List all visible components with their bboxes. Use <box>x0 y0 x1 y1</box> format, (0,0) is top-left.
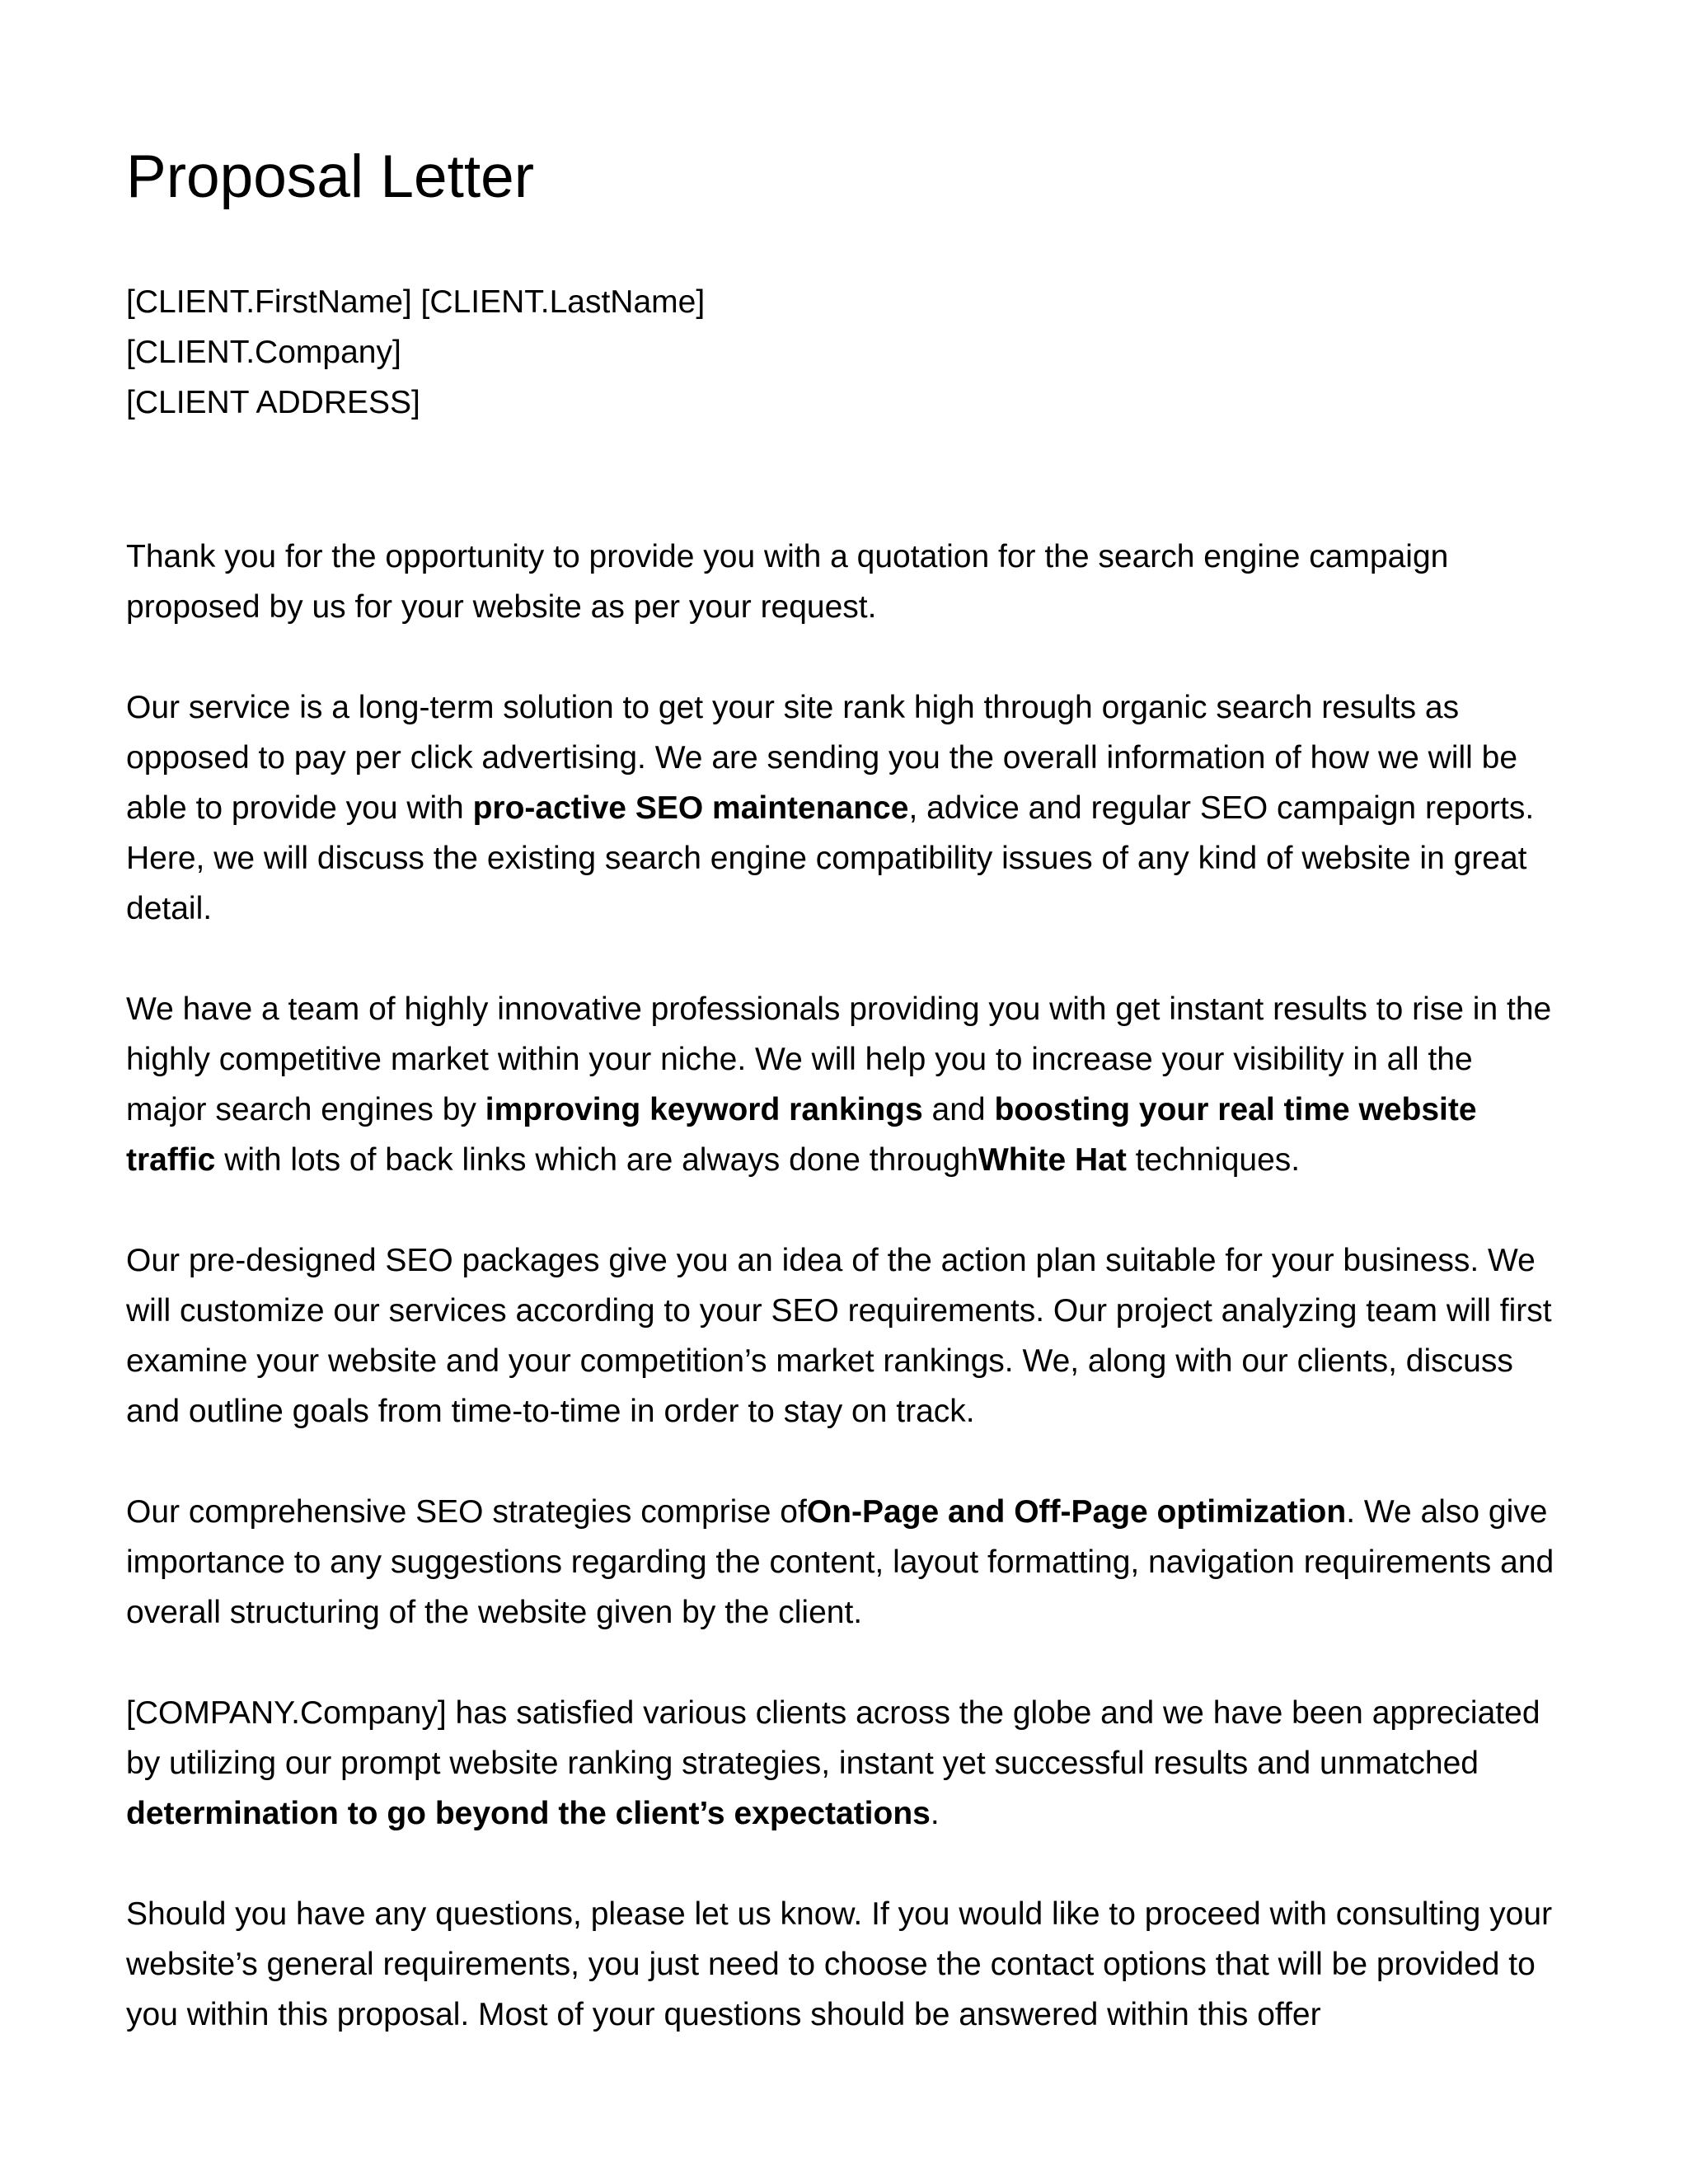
paragraph-text: Our pre-designed SEO packages give you an idea of the action plan suitable for your business. We will customize our services according to your SEO requirements. Our project analyzing team will first examine your website and your competition’s market rankings. We, along with our clients, discuss and outline goals from time-to-time in order to stay on track. <box>126 1243 1552 1429</box>
client-address-block <box>126 277 1560 428</box>
paragraph-text: and <box>922 1092 995 1127</box>
paragraph-text: . We also give importance to any suggestions regarding the content, layout formatting, navigation requirements and overall structuring of the website given by the client. <box>126 1494 1554 1630</box>
paragraph-company <box>126 1688 1560 1839</box>
paragraph-intro <box>126 532 1560 632</box>
bold-phrase: boosting your real time website traffic <box>126 1092 1477 1178</box>
paragraph-text: , advice and regular SEO campaign reports. Here, we will discuss the existing search engine compatibility issues of any kind of website in great detail. <box>126 790 1535 926</box>
paragraph-text: Thank you for the opportunity to provide you with a quotation for the search engine campaign proposed by us for your website as per your request. <box>126 539 1449 625</box>
paragraph-questions <box>126 1889 1560 2040</box>
paragraph-text: with lots of back links which are always done through <box>215 1142 978 1178</box>
paragraph-text: Our comprehensive SEO strategies comprise of <box>126 1494 807 1530</box>
paragraph-team <box>126 984 1560 1185</box>
paragraph-text: Should you have any questions, please let us know. If you would like to proceed with consulting your website’s general requirements, you just need to choose the contact options that will be provided to you within this proposal. Most of your questions should be answered within this offer <box>126 1896 1553 2032</box>
paragraph-text: techniques. <box>1126 1142 1301 1178</box>
bold-phrase: improving keyword rankings <box>485 1092 923 1127</box>
paragraph-packages <box>126 1235 1560 1436</box>
letter-body <box>126 532 1560 2040</box>
bold-phrase: White Hat <box>978 1142 1127 1178</box>
page-title: Proposal Letter <box>126 143 535 210</box>
paragraph-text: . <box>930 1796 940 1831</box>
paragraph-strategies <box>126 1487 1560 1638</box>
bold-phrase: On-Page and Off-Page optimization <box>806 1494 1347 1530</box>
paragraph-service <box>126 682 1560 934</box>
document-content <box>126 132 1560 2090</box>
client-name-line: [CLIENT.FirstName] [CLIENT.LastName] <box>126 284 706 320</box>
client-company-line: [CLIENT.Company] <box>126 335 401 370</box>
bold-phrase: determination to go beyond the client’s expectations <box>126 1796 931 1831</box>
paragraph-text: Our service is a long-term solution to get your site rank high through organic search results as opposed to pay per click advertising. We are sending you the overall information of how we will be able to provide you with <box>126 690 1518 826</box>
client-address-line: [CLIENT ADDRESS] <box>126 385 420 420</box>
paragraph-text: [COMPANY.Company] has satisfied various clients across the globe and we have been appreciated by utilizing our prompt website ranking strategies, instant yet successful results and unmatched <box>126 1695 1540 1781</box>
paragraph-text: We have a team of highly innovative professionals providing you with get instant results to rise in the highly competitive market within your niche. We will help you to increase your visibility in all the major search engines by <box>126 991 1552 1127</box>
bold-phrase: pro-active SEO maintenance <box>472 790 909 826</box>
